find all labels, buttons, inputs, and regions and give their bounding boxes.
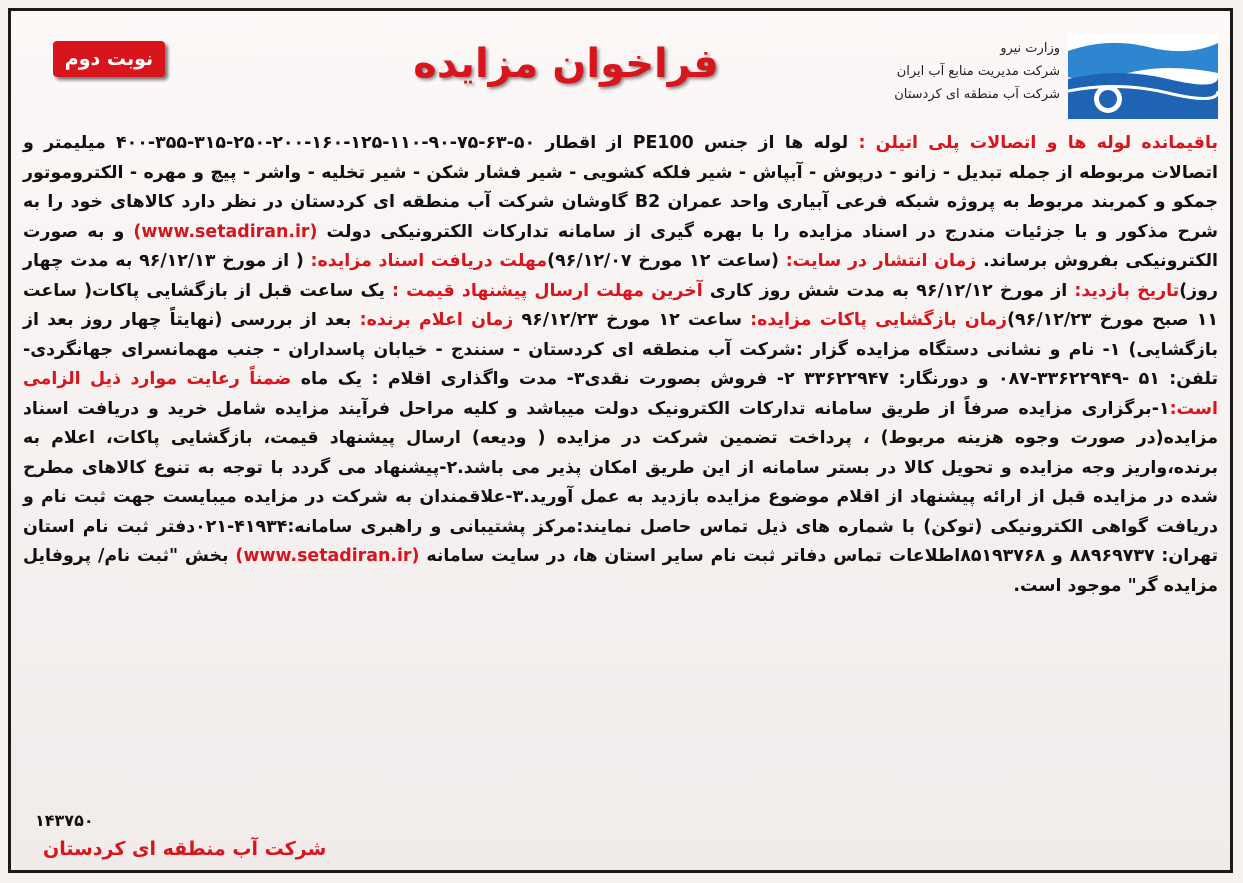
section-text: یک ساعت قبل از بازگشایی پاکات( ساعت ۱۱ صبح مورخ ۹۶/۱۲/۲۳) [23, 280, 1219, 330]
ministry-block [894, 37, 1060, 106]
section-heading: زمان بازگشایی پاکات مزایده: [750, 310, 1008, 330]
section-text: بعد از بررسی (نهایتاً چهار روز بعد از بازگشایی) ۱- نام و نشانی دستگاه مزایده گزار :شرکت آب منطقه ای کردستان - سنندج - خیابان پاسداران - جنب مهمانسرای جهانگردی- تلفن: ۵۱ -۳۳۶۲۲۹۴۹-۰۸۷ و دورنگار: ۳۳۶۲۲۹۴۷ ۲- فروش بصورت نقدی۳- مدت واگذاری اقلام : یک ماه [23, 310, 1219, 389]
section-text: و به صورت الکترونیکی بفروش برساند. [23, 221, 1219, 271]
section-heading: آخرین مهلت ارسال پیشنهاد قیمت : [392, 280, 703, 301]
section-heading: مهلت دریافت اسناد مزایده: [310, 251, 548, 271]
section-text: لوله ها از جنس PE100 از اقطار ۵۰-۶۳-۷۵-۹۰-۱۱۰-۱۲۵-۱۶۰-۲۰۰-۲۵۰-۳۱۵-۳۵۵-۴۰۰ میلیمتر و اتصالات مربوطه از جمله تبدیل - زانو - درپوش - آبپاش - شیر فلکه کشویی - شیر فشار شکن - شیر تخلیه - واشر - پیچ و مهره - الکتروموتور جمکو و کمربند مربوط به پروژه شبکه فرعی آبیاری واحد عمران B2 گاوشان شرکت آب منطقه ای کردستان در نظر دارد کالاهای خود را به شرح مذکور و با جزئیات مندرج در اسناد مزایده را با بهره گیری از سامانه تدارکات الکترونیکی دولت [23, 133, 1218, 242]
section-text: بخش "ثبت نام/ پروفایل مزایده گر" موجود است. [23, 546, 1218, 596]
section-heading: زمان انتشار در سایت: [785, 251, 977, 271]
section-heading: تاریخ بازدید: [1074, 280, 1180, 301]
section-text: ( از مورخ ۹۶/۱۲/۱۳ به مدت چهار روز) [23, 251, 1218, 301]
section-heading: ضمناً رعایت موارد ذیل الزامی است: [23, 369, 1218, 419]
notice-title: فراخوان مزایده [413, 41, 719, 87]
website-link[interactable]: (www.setadiran.ir) [235, 546, 420, 566]
ministry-line: شرکت مدیریت منابع آب ایران [896, 64, 1060, 79]
ministry-line: وزارت نیرو [1000, 41, 1060, 56]
ministry-line: شرکت آب منطقه ای کردستان [894, 87, 1060, 102]
water-drop-logo-icon [1068, 33, 1218, 119]
section-text: از مورخ ۹۶/۱۲/۱۲ به مدت شش روز کاری [702, 280, 1075, 301]
section-heading: زمان اعلام برنده: [359, 310, 514, 330]
section-heading: باقیمانده لوله ها و اتصالات پلی اتیلن : [858, 133, 1219, 153]
company-signature: شرکت آب منطقه ای کردستان [43, 838, 327, 860]
section-text: ساعت ۱۲ مورخ ۹۶/۱۲/۲۳ [513, 310, 751, 330]
auction-notice [8, 8, 1233, 873]
website-link[interactable]: (www.setadiran.ir) [133, 221, 318, 242]
ad-code: ۱۴۳۷۵۰ [35, 811, 94, 830]
section-text: ۱-برگزاری مزایده صرفاً از طریق سامانه تدارکات الکترونیک دولت میباشد و کلیه مراحل فرآیند مزایده شامل خرید و دریافت اسناد مزایده(در صورت وجوه هزینه مربوط) ، پرداخت تضمین شرکت در مزایده ( ودیعه) ارسال پیشنهاد قیمت، بازگشایی پاکات، اعلام به برنده،واریز وجه مزایده و تحویل کالا در بستر سامانه از این طریق امکان پذیر می باشد.۲-پیشنهاد می گردد با توجه به تنوع کالاهای مطرح شده در مزایده قبل از ارائه پیشنهاد از اقلام موضوع مزایده بازدید به عمل آورید.۳-علاقمندان به شرکت در مزایده میبایست جهت ثبت نام و دریافت گواهی الکترونیکی (توکن) با شماره های ذیل تماس حاصل نمایند:مرکز پشتیبانی و راهبری سامانه:۴۱۹۳۴-۰۲۱دفتر ثبت نام استان تهران: ۸۸۹۶۹۷۳۷ و ۸۵۱۹۳۷۶۸اطلاعات تماس دفاتر ثبت نام سایر استان ها، در سایت سامانه [23, 398, 1218, 566]
section-text: (ساعت ۱۲ مورخ ۹۶/۱۲/۰۷) [547, 251, 786, 271]
notice-body [23, 129, 1218, 601]
round-badge: نوبت دوم [53, 41, 165, 77]
notice-header [11, 11, 1230, 123]
